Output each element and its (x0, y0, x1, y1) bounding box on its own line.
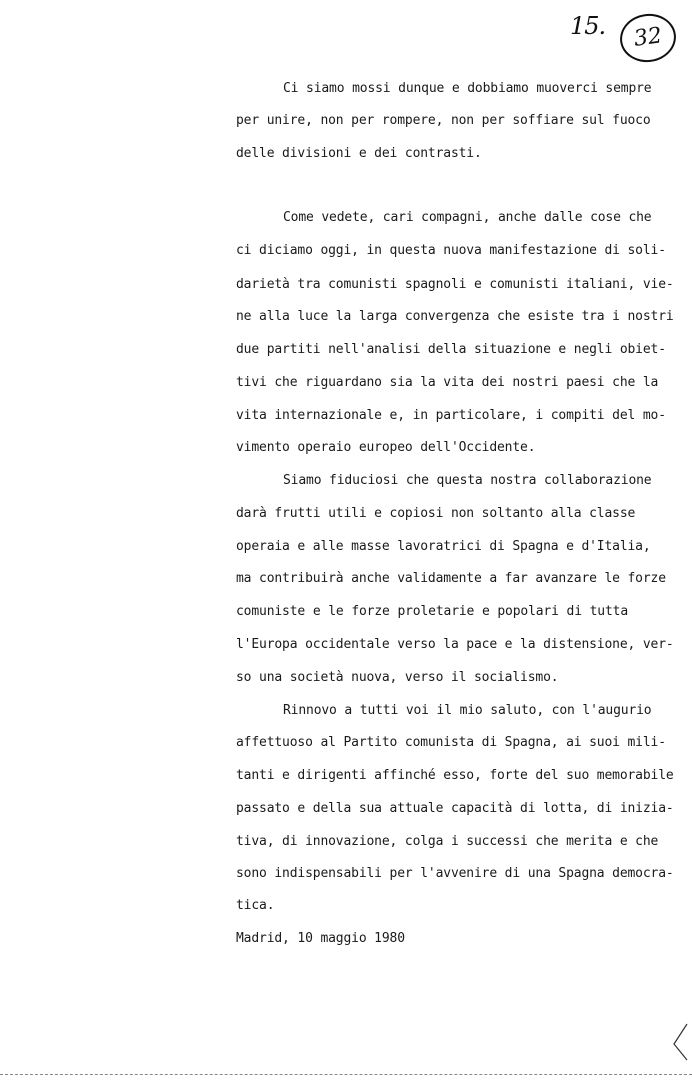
text-line: Siamo fiduciosi che questa nostra collaborazione (283, 473, 652, 488)
text-line: per unire, non per rompere, non per soffiare sul fuoco (236, 113, 651, 128)
text-line: Rinnovo a tutti voi il mio saluto, con l'augurio (283, 703, 652, 718)
text-line: tiva, di innovazione, colga i successi che merita e che (236, 834, 659, 849)
text-line: Ci siamo mossi dunque e dobbiamo muoverci sempre (283, 81, 652, 96)
archive-number-circled: 32 (617, 10, 679, 65)
text-line: vimento operaio europeo dell'Occidente. (236, 440, 536, 455)
text-line: delle divisioni e dei contrasti. (236, 146, 482, 161)
scan-bottom-edge (0, 1074, 692, 1075)
scan-corner-mark (672, 1022, 688, 1062)
text-line: passato e della sua attuale capacità di lotta, di inizia- (236, 801, 674, 816)
text-line: due partiti nell'analisi della situazione e negli obiet- (236, 342, 666, 357)
text-line: affettuoso al Partito comunista di Spagna, ai suoi mili- (236, 735, 666, 750)
text-line: darà frutti utili e copiosi non soltanto alla classe (236, 506, 636, 521)
text-line: vita internazionale e, in particolare, i compiti del mo- (236, 408, 666, 423)
text-line: ma contribuirà anche validamente a far avanzare le forze (236, 571, 666, 586)
text-line: tanti e dirigenti affinché esso, forte del suo memorabile (236, 768, 674, 783)
date-line: Madrid, 10 maggio 1980 (236, 931, 405, 946)
text-line: l'Europa occidentale verso la pace e la distensione, ver- (236, 637, 674, 652)
text-line: tica. (236, 898, 275, 913)
text-line: operaia e alle masse lavoratrici di Spagna e d'Italia, (236, 539, 651, 554)
text-line: comuniste e le forze proletarie e popolari di tutta (236, 604, 628, 619)
text-line: tivi che riguardano sia la vita dei nostri paesi che la (236, 375, 659, 390)
text-line: sono indispensabili per l'avvenire di una Spagna democra- (236, 866, 674, 881)
text-line: darietà tra comunisti spagnoli e comunisti italiani, vie- (236, 277, 674, 292)
text-line: Come vedete, cari compagni, anche dalle cose che (283, 210, 652, 225)
text-line: so una società nuova, verso il socialismo. (236, 670, 559, 685)
text-line: ne alla luce la larga convergenza che esiste tra i nostri (236, 309, 674, 324)
text-line: ci diciamo oggi, in questa nuova manifestazione di soli- (236, 243, 666, 258)
page-number: 15. (570, 12, 606, 40)
